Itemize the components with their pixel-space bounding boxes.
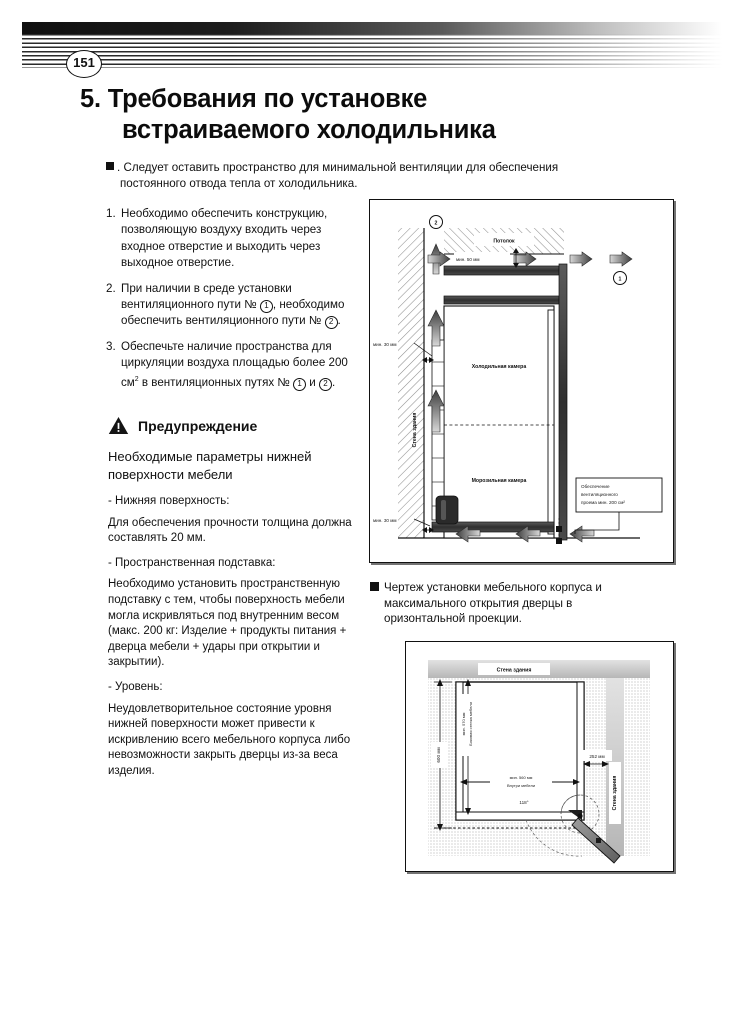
label-fridge-compartment: Холодильная камера — [471, 364, 527, 370]
airflow-arrow-left-3 — [570, 526, 594, 542]
list-item-text-b: , необходимо обеспечить вентиляционного пути № — [121, 298, 345, 328]
figure-2-caption — [370, 580, 670, 627]
circled-number-2: 2 — [319, 378, 332, 391]
list-item — [106, 206, 356, 272]
title-line-1: 5. Требования по установке — [80, 85, 428, 113]
vent-path-2-marker: 2 — [434, 220, 438, 227]
cabinet-front-panel — [559, 264, 567, 540]
page-number: 151 — [66, 50, 102, 78]
list-item-text-c: . — [337, 314, 341, 328]
label-wall-vertical: Стена здания — [412, 412, 418, 448]
intro-line-1: . Следует оставить пространство для минимальной вентиляции для обеспечения — [117, 161, 559, 174]
label-wall-top: Стена здания — [496, 667, 532, 674]
warning-paragraph: Неудовлетворительное состояние уровня нижней поверхности может привести к искривлению всего мебельного корпуса либо невозможности закрыть дверцы из-за веса изделия. — [108, 702, 351, 777]
list-item-text: Необходимо обеспечить конструкцию, позволяющую воздуху входить через входное отверстие и выходить через выходное отверстие. — [121, 207, 328, 270]
list-item-text — [121, 339, 356, 391]
intro-line-2: постоянного отвода тепла от холодильника. — [120, 176, 358, 190]
airflow-arrow-right-3 — [570, 252, 592, 266]
label-min-30mm-top: мин. 30 мм — [373, 342, 397, 347]
list-item-number: 3. — [106, 339, 116, 353]
appliance-door — [548, 310, 554, 534]
bullet-square-icon — [106, 162, 114, 170]
header-striped-band — [22, 34, 722, 68]
bullet-square-icon — [370, 582, 379, 591]
warning-paragraph: - Пространственная подставка: — [108, 556, 276, 569]
label-width-560-l2: Внутри мебели — [506, 783, 536, 788]
page-title — [80, 84, 600, 146]
label-inner-570-l1: мин. 570 мм — [461, 712, 466, 736]
instructions-list — [106, 206, 356, 400]
warning-paragraph: Необходимо установить пространственную подставку с тем, чтобы поверхность мебели могла искривляться под внутренним весом (макс. 200 кг: Изделие + продукты питания + дверца мебели + удары при открытии и закрытии). — [108, 578, 347, 669]
cabinet-top-panel — [444, 266, 559, 275]
wall-hatch — [398, 228, 424, 538]
warning-paragraph: Для обеспечения прочности толщина должна составлять 20 мм. — [108, 516, 352, 545]
list-item-text — [121, 281, 356, 330]
list-item — [106, 339, 356, 391]
svg-text:Обеспечение: Обеспечение — [581, 484, 610, 489]
label-width-560-l1: мин. 560 мм — [509, 775, 533, 780]
list-item — [106, 281, 356, 330]
list-item-text-b2: и — [306, 375, 319, 389]
warning-body — [108, 494, 360, 789]
compressor — [436, 496, 458, 524]
svg-text:проема мин. 200 см²: проема мин. 200 см² — [581, 500, 625, 505]
caption-line-3: оризонтальной проекции. — [384, 612, 522, 626]
svg-text:вентиляционного: вентиляционного — [581, 492, 618, 497]
cabinet-shelf-panel — [444, 296, 559, 304]
label-depth-600: 600 мм — [436, 747, 441, 763]
superscript-square-unit: 2 — [134, 375, 139, 383]
horizontal-installation-diagram — [405, 641, 674, 872]
list-item-text-a: При наличии в среде установки вентиляционного пути № — [121, 281, 292, 312]
list-item-text-a: Обеспечьте наличие пространства для циркуляции воздуха площадью более 200 см — [121, 339, 348, 389]
label-gap-252: 252 мм — [589, 754, 605, 759]
vent-path-1-marker: 1 — [618, 276, 622, 283]
vertical-installation-diagram — [369, 199, 674, 563]
appliance-body — [444, 306, 554, 538]
circled-number-1: 1 — [293, 378, 306, 391]
label-door-angle: 118° — [519, 800, 529, 805]
label-inner-570-l2: Боковая стенка мебели — [468, 702, 473, 746]
caption-line-2: максимального открытия дверцы в — [384, 596, 573, 610]
label-min-50mm: мин. 50 мм — [456, 257, 480, 262]
warning-title: Предупреждение — [138, 417, 258, 434]
airflow-arrow-right-4 — [610, 252, 632, 266]
warning-paragraph: - Уровень: — [108, 680, 163, 693]
title-line-2: встраиваемого холодильника — [122, 116, 496, 144]
caption-line-1: Чертеж установки мебельного корпуса и — [384, 581, 602, 594]
circled-number-1: 1 — [260, 300, 273, 313]
list-item-number: 1. — [106, 207, 116, 220]
label-wall-right: Стена здания — [612, 775, 618, 811]
warning-subtitle: Необходимые параметры нижней поверхности мебели — [108, 449, 312, 482]
cabinet-front-edge — [456, 812, 584, 820]
warning-triangle-icon — [108, 416, 129, 435]
label-freezer-compartment: Морозильная камера — [471, 478, 527, 484]
list-item-text-c: . — [331, 375, 336, 389]
warning-paragraph: - Нижняя поверхность: — [108, 495, 230, 507]
warning-header — [108, 416, 257, 435]
list-item-number: 2. — [106, 281, 116, 295]
header-band-solid — [22, 22, 722, 34]
list-item-text-b: в вентиляционных путях № — [138, 375, 294, 389]
label-ceiling: Потолок — [493, 238, 515, 245]
label-min-30mm-bottom: мин. 30 мм — [373, 518, 397, 523]
intro-paragraph — [106, 160, 671, 191]
circled-number-2: 2 — [325, 316, 338, 329]
